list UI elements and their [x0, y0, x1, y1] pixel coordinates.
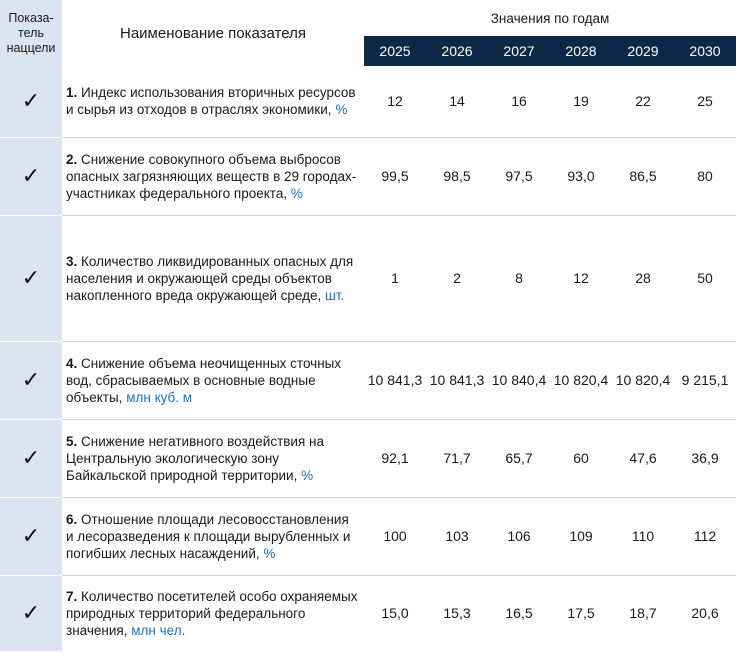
value-cell: 47,6 — [612, 419, 674, 497]
indicator-unit: % — [263, 545, 276, 561]
table-row — [0, 215, 736, 341]
indicator-name: 2. Снижение совокупного объема выбросов опасных загрязняющих веществ в 29 городах-участниках федерального проекта, % — [62, 137, 364, 215]
value-cell: 97,5 — [488, 137, 550, 215]
table-row — [0, 497, 736, 575]
value-cell: 86,5 — [612, 137, 674, 215]
value-cell: 71,7 — [426, 419, 488, 497]
value-cell: 10 840,4 — [488, 341, 550, 419]
value-cell: 10 841,3 — [364, 341, 426, 419]
check-icon: ✓ — [0, 215, 62, 341]
value-cell: 110 — [612, 497, 674, 575]
value-cell: 10 841,3 — [426, 341, 488, 419]
header-national-goal-indicator: Показа- тель наццели — [0, 0, 62, 66]
value-cell: 106 — [488, 497, 550, 575]
value-cell: 80 — [674, 137, 736, 215]
indicator-unit: % — [335, 102, 348, 118]
table-row — [0, 137, 736, 215]
value-cell: 92,1 — [364, 419, 426, 497]
value-cell: 15,3 — [443, 605, 471, 622]
value-cell: 22 — [612, 66, 674, 137]
value-cell: 14 — [426, 66, 488, 137]
indicator-name: 4. Снижение объема неочищенных сточных вод, сбрасываемых в основные водные объекты, млн куб. м — [62, 341, 364, 419]
value-cell: 50 — [674, 215, 736, 341]
header-indicator-name: Наименование показателя — [120, 24, 306, 42]
value-cell: 9 215,1 — [674, 341, 736, 419]
value-cell: 16,5 — [505, 605, 533, 622]
value-cell: 65,7 — [488, 419, 550, 497]
value-cell: 10 820,4 — [612, 341, 674, 419]
year-2028: 2028 — [550, 36, 612, 66]
check-icon: ✓ — [0, 575, 62, 651]
value-cell: 15,0 — [381, 605, 409, 622]
indicator-name: 7. Количество посетителей особо охраняемых природных территорий федерального значения, млн чел. — [66, 588, 358, 638]
check-icon: ✓ — [0, 137, 62, 215]
indicator-name: 6. Отношение площади лесовосстановления и лесоразведения к площади вырубленных и погибших лесных насаждений, % — [62, 497, 364, 575]
check-icon: ✓ — [0, 419, 62, 497]
value-cell: 8 — [488, 215, 550, 341]
value-cell: 18,7 — [629, 605, 657, 622]
check-icon: ✓ — [0, 497, 62, 575]
table-row — [0, 341, 736, 419]
value-cell: 98,5 — [426, 137, 488, 215]
year-2029: 2029 — [612, 36, 674, 66]
value-cell: 12 — [364, 66, 426, 137]
year-2026: 2026 — [426, 36, 488, 66]
check-icon: ✓ — [0, 341, 62, 419]
value-cell: 25 — [674, 66, 736, 137]
indicator-unit: % — [301, 467, 314, 483]
year-2025: 2025 — [364, 36, 426, 66]
indicator-name: 5. Снижение негативного воздействия на Центральную экологическую зону Байкальской природной территории, % — [62, 419, 364, 497]
year-2027: 2027 — [488, 36, 550, 66]
year-2030: 2030 — [674, 36, 736, 66]
indicator-name: 3. Количество ликвидированных опасных для населения и окружающей среды объектов накопленного вреда окружающей среде, шт. — [62, 215, 364, 341]
value-cell: 28 — [612, 215, 674, 341]
value-cell: 20,6 — [691, 605, 719, 622]
table-row — [0, 419, 736, 497]
indicator-unit: млн чел. — [131, 622, 186, 638]
indicator-unit: шт. — [325, 287, 345, 303]
indicator-unit: % — [290, 185, 303, 201]
table-row — [0, 66, 736, 137]
value-cell: 16 — [488, 66, 550, 137]
table-row — [0, 575, 736, 651]
indicator-unit: млн куб. м — [126, 389, 193, 405]
value-cell: 103 — [426, 497, 488, 575]
value-cell: 2 — [426, 215, 488, 341]
value-cell: 1 — [364, 215, 426, 341]
value-cell: 109 — [550, 497, 612, 575]
value-cell: 93,0 — [550, 137, 612, 215]
check-icon: ✓ — [0, 66, 62, 137]
value-cell: 112 — [674, 497, 736, 575]
value-cell: 99,5 — [364, 137, 426, 215]
header-values-by-year: Значения по годам — [490, 10, 610, 26]
value-cell: 17,5 — [567, 605, 595, 622]
value-cell: 60 — [550, 419, 612, 497]
value-cell: 100 — [364, 497, 426, 575]
value-cell: 36,9 — [674, 419, 736, 497]
value-cell: 19 — [550, 66, 612, 137]
value-cell: 10 820,4 — [550, 341, 612, 419]
value-cell: 12 — [550, 215, 612, 341]
indicator-name: 1. Индекс использования вторичных ресурсов и сырья из отходов в отраслях экономики, % — [62, 66, 364, 137]
